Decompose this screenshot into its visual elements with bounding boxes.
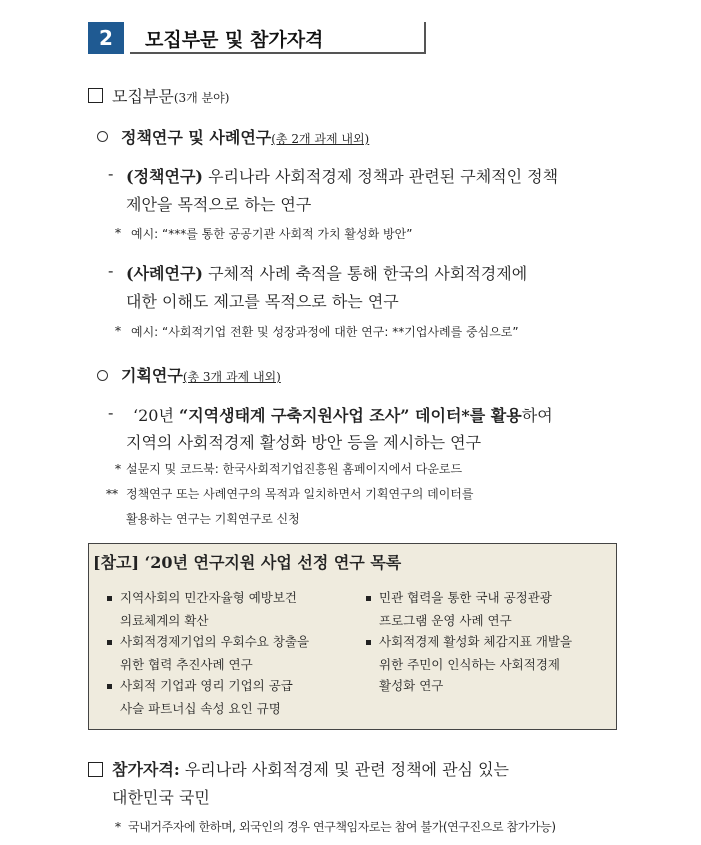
- policy-example-1: 예시: “***를 통한 공공기관 사회적 가치 활성화 방안”: [131, 227, 413, 241]
- policy-item-1: (정책연구) 우리나라 사회적경제 정책과 관련된 구체적인 정책: [126, 167, 559, 186]
- planning-note-1: 설문지 및 코드북: 한국사회적기업진흥원 홈페이지에서 다운로드: [126, 462, 463, 476]
- reference-title: [참고] ‘20년 연구지원 사업 선정 연구 목록: [93, 553, 402, 572]
- planning-line-1: ‘20년 “지역생태계 구축지원사업 조사” 데이터*를 활용하여: [133, 406, 553, 425]
- policy-item-2-cont: 대한 이해도 제고를 목적으로 하는 연구: [126, 292, 399, 311]
- policy-example-2: 예시: “사회적기업 전환 및 성장과정에 대한 연구: **기업사례를 중심으로”: [131, 325, 519, 339]
- reference-item: 지역사회의 민간자율형 예방보건: [120, 590, 297, 605]
- checkbox-icon: [88, 762, 103, 777]
- policy-item-2: (사례연구) 구체적 사례 축적을 통해 한국의 사회적경제에: [126, 264, 528, 283]
- section-title: 모집부문 및 참가자격: [145, 29, 324, 51]
- reference-item-cont: 사슬 파트너십 속성 요인 규명: [120, 701, 281, 716]
- star-mark: *: [115, 226, 121, 240]
- dash-bullet: -: [108, 164, 114, 183]
- reference-item-cont: 위한 주민이 인식하는 사회적경제: [379, 657, 560, 672]
- dash-bullet: -: [108, 403, 114, 422]
- double-star-mark: **: [106, 487, 118, 501]
- policy-heading: 정책연구 및 사례연구(총 2개 과제 내외): [121, 128, 370, 147]
- circle-bullet-icon: [97, 131, 108, 142]
- square-bullet-icon: [366, 596, 371, 601]
- star-mark: *: [115, 462, 121, 476]
- reference-item: 사회적경제 활성화 체감지표 개발을: [379, 634, 573, 649]
- planning-note-2: 정책연구 또는 사례연구의 목적과 일치하면서 기획연구의 데이터를: [126, 487, 474, 501]
- checkbox-icon: [88, 88, 103, 103]
- section-number: 2: [88, 22, 124, 54]
- eligibility-note: 국내거주자에 한하며, 외국인의 경우 연구책임자로는 참여 불가(연구진으로 참가가능): [128, 820, 556, 834]
- eligibility-line-2: 대한민국 국민: [112, 788, 210, 807]
- square-bullet-icon: [107, 684, 112, 689]
- reference-item-cont: 위한 협력 추진사례 연구: [120, 657, 253, 672]
- reference-item-cont: 프로그램 운영 사례 연구: [379, 613, 512, 628]
- dash-bullet: -: [108, 261, 114, 280]
- recruit-heading: 모집부문(3개 분야): [112, 87, 230, 106]
- planning-heading: 기획연구(총 3개 과제 내외): [121, 366, 281, 385]
- planning-note-2-cont: 활용하는 연구는 기획연구로 신청: [126, 512, 300, 526]
- square-bullet-icon: [366, 640, 371, 645]
- reference-item-cont: 활성화 연구: [379, 678, 444, 693]
- reference-item: 민관 협력을 통한 국내 공정관광: [379, 590, 552, 605]
- reference-item-cont: 의료체계의 확산: [120, 613, 209, 628]
- star-mark: *: [115, 820, 121, 834]
- circle-bullet-icon: [97, 370, 108, 381]
- reference-item: 사회적 기업과 영리 기업의 공급: [120, 678, 293, 693]
- square-bullet-icon: [107, 640, 112, 645]
- reference-item: 사회적경제기업의 우회수요 창출을: [120, 634, 310, 649]
- star-mark: *: [115, 324, 121, 338]
- planning-line-2: 지역의 사회적경제 활성화 방안 등을 제시하는 연구: [126, 433, 482, 452]
- policy-item-1-cont: 제안을 목적으로 하는 연구: [126, 195, 312, 214]
- square-bullet-icon: [107, 596, 112, 601]
- eligibility-line-1: 참가자격: 우리나라 사회적경제 및 관련 정책에 관심 있는: [112, 760, 510, 779]
